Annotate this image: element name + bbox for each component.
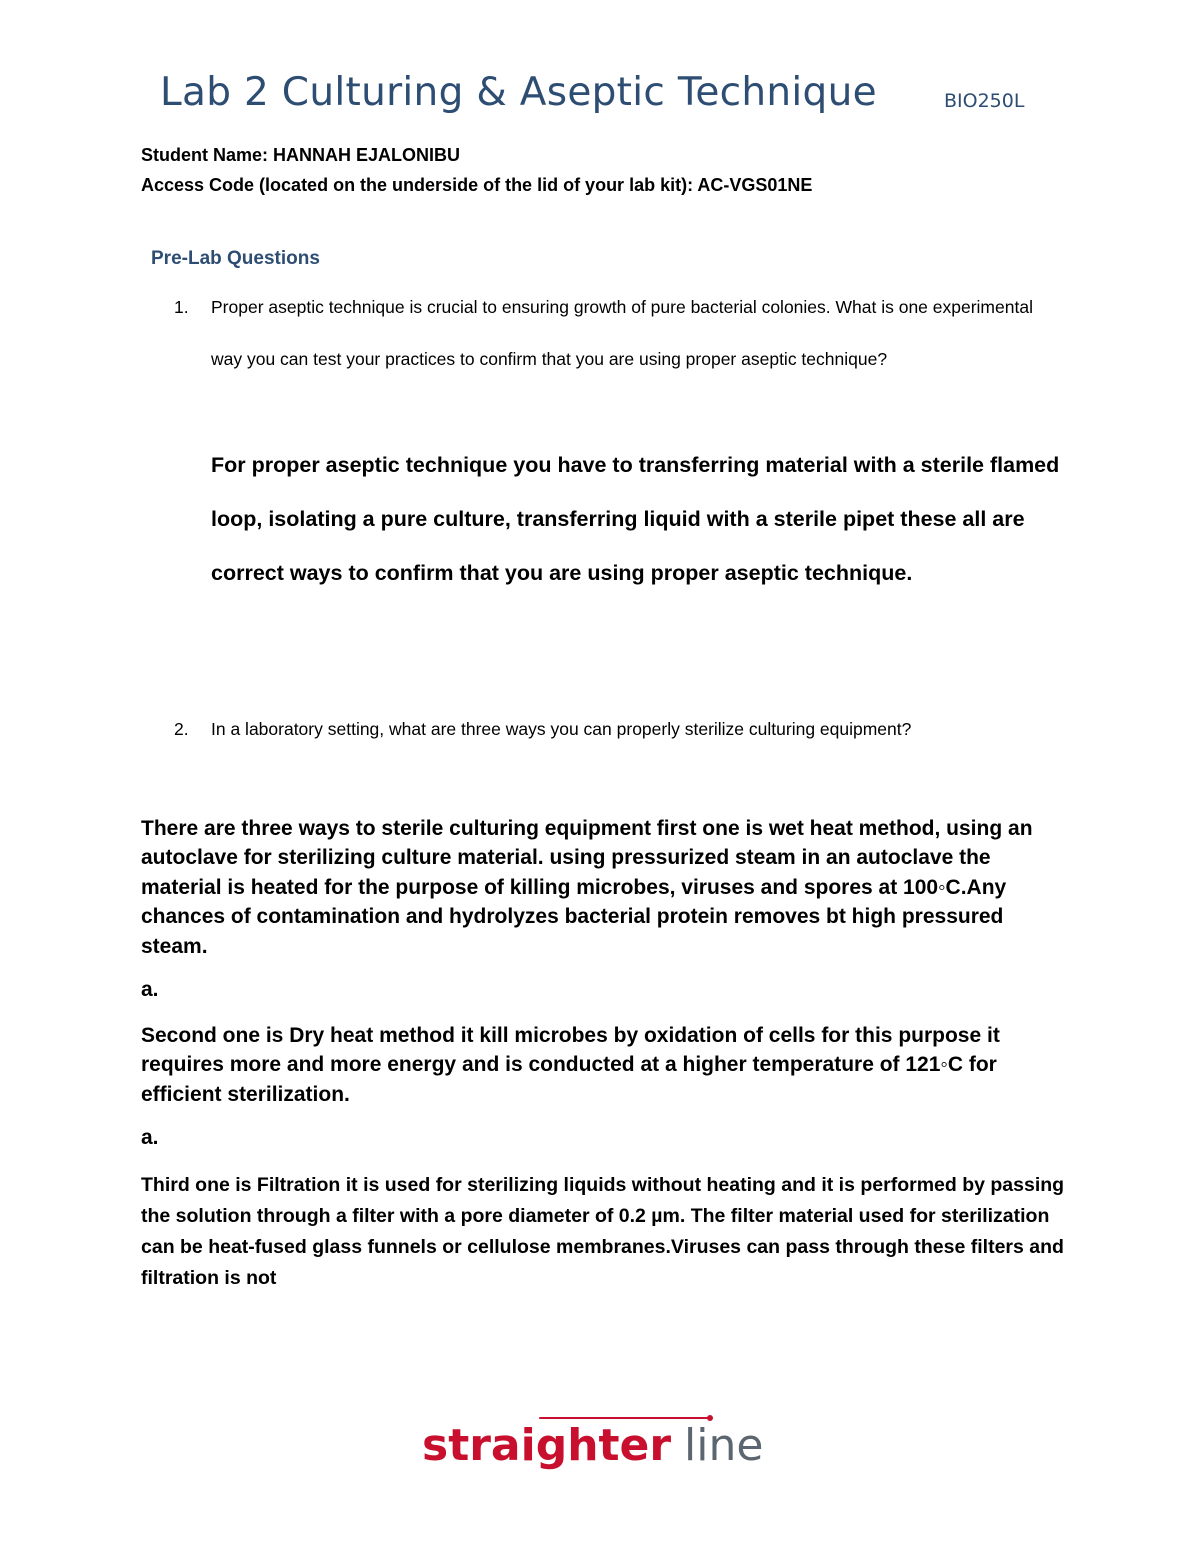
question-2 [174,703,1054,755]
document-title: Lab 2 Culturing & Aseptic Technique [160,70,877,115]
logo-text-secondary: line [684,1420,764,1471]
question-1 [174,281,1054,385]
list-marker: a. [141,978,159,1001]
list-marker: a. [141,1126,159,1149]
question-text: Proper aseptic technique is crucial to ensuring growth of pure bacterial colonies. What is one experimental way you can test your practices to confirm that you are using proper aseptic technique? [211,297,1033,369]
student-name-line: Student Name: HANNAH EJALONIBU [141,145,461,165]
question-number: 1. [174,297,189,317]
answer-1: For proper aseptic technique you have to transferring material with a sterile flamed loop, isolating a pure culture, transferring liquid with a sterile pipet these all are correct ways to confirm that you are using proper aseptic technique. [211,453,1060,585]
course-code: BIO250L [944,90,1025,112]
question-number: 2. [174,719,189,739]
question-text: In a laboratory setting, what are three ways you can properly sterilize culturing equipment? [211,719,912,739]
logo-text-primary: straighter [422,1420,672,1471]
straighterline-logo [422,1412,782,1482]
prelab-heading: Pre-Lab Questions [151,248,320,269]
answer-2-paragraph-1: There are three ways to sterile culturing equipment first one is wet heat method, using an autoclave for sterilizing culture material. using pressurized steam in an autoclave the material is heated for the purpose of killing microbes, viruses and spores at 100◦C.Any chances of contamination and hydrolyzes bacterial protein removes bt high pressured steam. [141,817,1033,958]
answer-2-paragraph-3: Third one is Filtration it is used for sterilizing liquids without heating and it is performed by passing the solution through a filter with a pore diameter of 0.2 µm. The filter material used for sterilization can be heat-fused glass funnels or cellulose membranes.Viruses can pass through these filters and filtration is not [141,1174,1065,1289]
access-code-line: Access Code (located on the underside of the lid of your lab kit): AC-VGS01NE [141,175,813,195]
answer-2-paragraph-2: Second one is Dry heat method it kill microbes by oxidation of cells for this purpose it requires more and more energy and is conducted at a higher temperature of 121◦C for efficient sterilization. [141,1024,1000,1106]
